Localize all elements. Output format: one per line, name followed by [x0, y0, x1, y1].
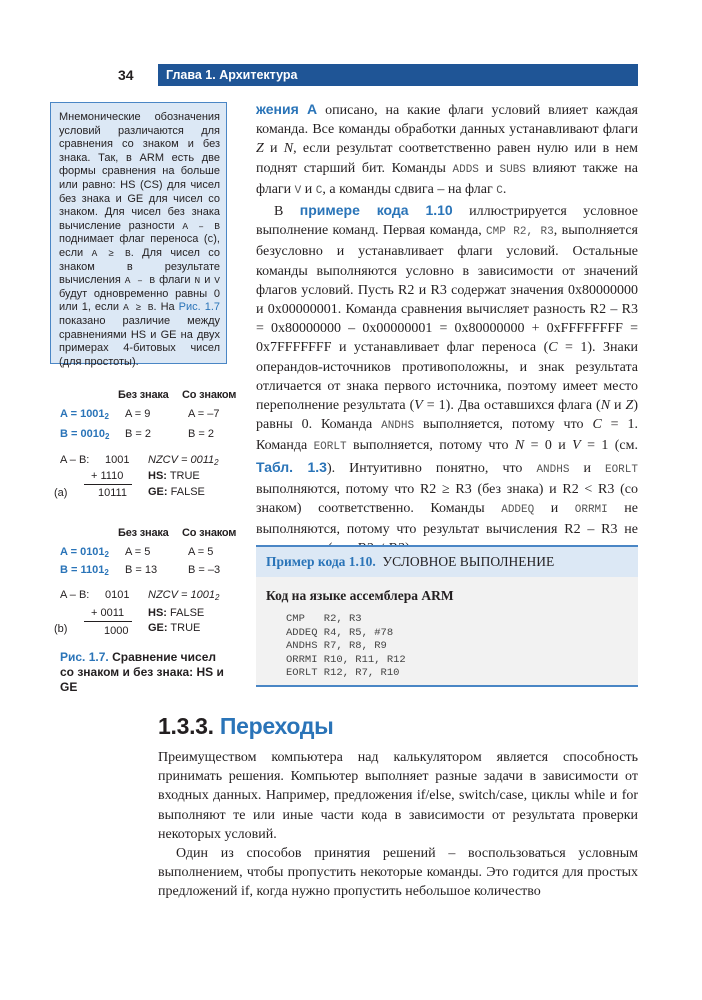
sum-rule	[84, 621, 132, 622]
column-header-signed: Со знаком	[182, 389, 237, 401]
operand-b-label: $B = 1101_2$	[60, 564, 109, 577]
paragraph: жения A описано, на какие флаги условий влияет каждая команда. Все команды обработки данных устанавливают флаги Z и N, если результат соответственно равен нулю или в нем поднят старший бит. Команды ADDS и SUBS влияют также на флаги V и C, а команды сдвига – на флаг C.	[256, 101, 639, 197]
note-text: флаги	[155, 274, 195, 287]
minuend-value: 0101	[105, 589, 130, 601]
hs-result: HS: FALSE	[148, 607, 205, 619]
operand-a-label: $A = 0101_2$	[60, 546, 109, 559]
operand-a-signed: A = 5	[188, 546, 214, 558]
page-number: 34	[118, 67, 134, 83]
subtraction-label: A – B:	[60, 454, 90, 466]
addend-value: + 0011	[91, 607, 125, 619]
chapter-header-bar	[158, 64, 638, 86]
panel-label: (b)	[54, 623, 68, 635]
code-example-header	[256, 547, 638, 577]
nzcv-flags: NZCV = $1001_2$	[148, 589, 220, 602]
column-header-unsigned: Без знака	[118, 527, 169, 539]
operand-b-unsigned: B = 13	[125, 564, 158, 576]
code-example-box	[256, 545, 638, 687]
operand-a-label: $A = 1001_2$	[60, 408, 109, 421]
ge-result: GE: TRUE	[148, 622, 201, 634]
sidebar-note	[50, 102, 227, 368]
figure-caption	[60, 650, 232, 695]
operand-b-signed: B = 2	[188, 428, 214, 440]
subtraction-label: A – B:	[60, 589, 90, 601]
column-header-signed: Со знаком	[182, 527, 237, 539]
note-text: показано различие между сравнениями HS и GE на двух примерах 4-битовых чисел (для простоты).	[59, 314, 220, 368]
paragraph: В примере кода 1.10 иллюстрируется условное выполнение команд. Первая команда, CMP R2, R3, выполняется безусловно и устанавливает флаги условий. Остальные команды выполняются условно в зависимости от значений флагов условий. Пусть R2 и R3 содержат значения 0x80000000 и 0x00000001. Команда сравнения вычисляет разность R2 – R3 = 0x80000000 – 0x00000001 = 0x80000000 + 0xFFFFFFFF = 0x7FFFFFFF и устанавливает флаг переноса (C = 1). Знаки операндов-источников противоположны, и знак результата отличается от знака первого источника, поэтому имеет место переполнение результата (V = 1). Два оставшихся флага (N и Z) равны 0. Команда ANDHS выполняется, потому что C = 1. Команда EORLT выполняется, потому что N = 0 и V = 1 (см. Табл. 1.3). Интуитивно понятно, что ANDHS и EORLT выполняются, потому что R2 ≥ R3 (без знака) и R2 < R3 (со знаком) соответственно. Команды ADDEQ и ORRMI не выполняются, потому что результат вычисления R2 – R3 не	[256, 202, 638, 538]
figure-caption-text: Сравнение чисел со знаком и без знака: HS и GE	[60, 650, 224, 694]
code-example-title: Пример кода 1.10. УСЛОВНОЕ ВЫПОЛНЕНИЕ	[266, 554, 555, 569]
sum-result: 1000	[104, 625, 129, 637]
hs-result: HS: TRUE	[148, 470, 200, 482]
operand-a-unsigned: A = 9	[125, 408, 151, 420]
appendix-link[interactable]: жения A	[256, 101, 318, 117]
table-link[interactable]: Табл. 1.3	[256, 458, 327, 475]
paragraph: Один из способов принятия решений – воспользоваться условным выполнением, чтобы пропустить некоторые команды. Это годится для простых предложений if, когда нужно пропустить небольшое количество	[158, 846, 638, 900]
note-text: будут одновременно равны 0 или 1, если	[59, 287, 220, 314]
note-code: N	[194, 275, 201, 287]
ge-result: GE: FALSE	[148, 486, 205, 498]
note-text: . Для чисел со знаком в результате вычисления	[59, 246, 220, 287]
note-code: A – B	[182, 220, 220, 232]
section-title: 1.3.3. Переходы	[158, 713, 334, 739]
note-code: C	[207, 234, 214, 246]
code-language-label: Код на языке ассемблера ARM	[266, 588, 454, 603]
operand-b-signed: B = –3	[188, 564, 221, 576]
note-code: A – B	[124, 275, 156, 287]
operand-a-signed: A = –7	[188, 408, 220, 420]
code-listing: CMP R2, R3 ADDEQ R4, R5, #78 ANDHS R7, R8, R9 ORRMI R10, R11, R12 EORLT R12, R7, R10	[286, 613, 406, 679]
note-text: поднимает флаг переноса (	[59, 233, 208, 246]
note-code: A ≥ B	[91, 247, 131, 259]
operand-a-unsigned: A = 5	[125, 546, 151, 558]
main-text	[256, 100, 638, 559]
figure-panel-a	[54, 388, 244, 503]
note-text: Мнемонические обозначения условий различаются для сравнения со знаком и без знака. Так, в ARM есть две формы сравнения на больше или равно: HS (CS) для чисел без знака и GE для чисел со знаком. Для чисел без знака вычисление разности	[59, 111, 220, 232]
note-code: V	[214, 275, 220, 287]
note-code: A ≥ B	[123, 302, 154, 314]
figure-panel-b	[54, 526, 244, 641]
note-text: . На	[153, 301, 179, 314]
minuend-value: 1001	[105, 454, 130, 466]
operand-b-unsigned: B = 2	[125, 428, 151, 440]
code-example-link[interactable]: примере кода 1.10	[299, 202, 453, 219]
chapter-title: Глава 1. Архитектура	[166, 68, 298, 82]
note-text: и	[200, 274, 215, 287]
note-text: ), если	[59, 233, 220, 259]
addend-value: + 1110	[91, 470, 124, 482]
panel-label: (a)	[54, 487, 68, 499]
sum-result: 10111	[98, 487, 127, 499]
section-text	[158, 748, 638, 902]
paragraph: Преимуществом компьютера над калькулятором является способность принимать решения. Компьютер выполняет разные задачи в зависимости от входных данных. Например, предложения if/else, switch/case, циклы while и for выполняют те или иные части кода в зависимости от результата проверки некоторых условий.	[158, 750, 639, 842]
operand-b-label: $B = 0010_2$	[60, 428, 110, 441]
column-header-unsigned: Без знака	[118, 389, 169, 401]
figure-link[interactable]: Рис. 1.7	[178, 301, 220, 314]
figure-number: Рис. 1.7.	[60, 650, 109, 664]
sum-rule	[84, 484, 132, 485]
nzcv-flags: NZCV = $0011_2$	[148, 454, 219, 467]
